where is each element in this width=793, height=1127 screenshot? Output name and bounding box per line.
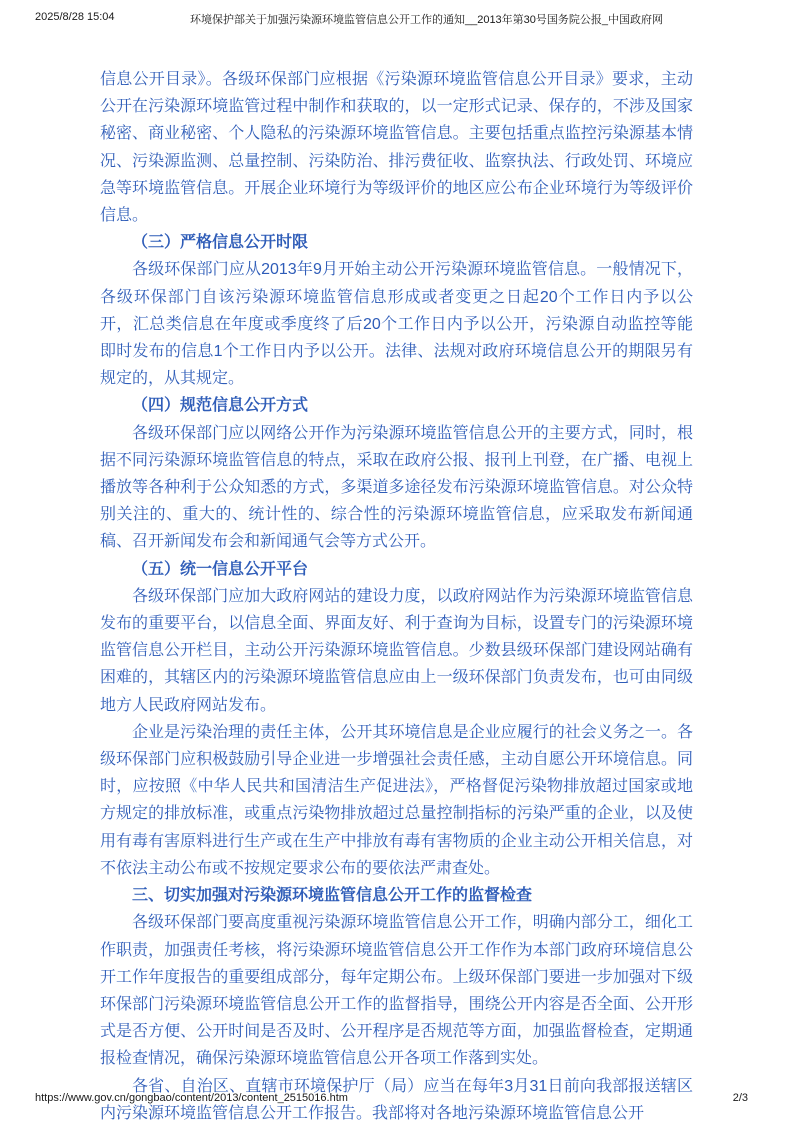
source-url: https://www.gov.cn/gongbao/content/2013/content_2515016.htm [35,1092,348,1104]
section-heading: 三、切实加强对污染源环境监管信息公开工作的监督检查 [132,887,533,905]
paragraph: 企业是污染治理的责任主体，公开其环境信息是企业应履行的社会义务之一。各级环保部门应积极鼓励引导企业进一步增强社会责任感，主动自愿公开环境信息。同时，应按照《中华人民共和国清洁生产促进法》，严格督促污染物排放超过国家或地方规定的排放标准，或重点污染物排放超过总量控制指标的污染严重的企业，以及使用有毒有害原料进行生产或在生产中排放有毒有害物质的企业主动公开相关信息，对不依法主动公布或不按规定要求公布的要依法严肃查处。 [100,723,693,877]
section-heading: （五）统一信息公开平台 [132,560,309,578]
paragraph: 各级环保部门要高度重视污染源环境监管信息公开工作，明确内部分工，细化工作职责，加强责任考核，将污染源环境监管信息公开工作作为本部门政府环境信息公开工作年度报告的重要组成部分，每年定期公布。上级环保部门要进一步加强对下级环保部门污染源环境监管信息公开工作的监督指导，围绕公开内容是否全面、公开形式是否方便、公开时间是否及时、公开程序是否规范等方面，加强监督检查，定期通报检查情况，确保污染源环境监管信息公开各项工作落到实处。 [100,914,693,1068]
print-footer [35,1092,758,1106]
print-timestamp: 2025/8/28 15:04 [35,11,115,23]
paragraph: 各省、自治区、直辖市环境保护厅（局）应当在每年3月31日前向我部报送辖区内污染源环境监管信息公开工作报告。我部将对各地污染源环境监管信息公开 [100,1077,693,1122]
page-indicator: 2/3 [732,1092,748,1104]
paragraph: 各级环保部门应从2013年9月开始主动公开污染源环境监管信息。一般情况下，各级环保部门自该污染源环境监管信息形成或者变更之日起20个工作日内予以公开，汇总类信息在年度或季度终了后20个工作日内予以公开，污染源自动监控等能即时发布的信息1个工作日内予以公开。法律、法规对政府环境信息公开的期限另有规定的，从其规定。 [100,261,693,388]
print-header [0,11,793,27]
document-title: 环境保护部关于加强污染源环境监管信息公开工作的通知__2013年第30号国务院公报_中国政府网 [189,14,664,26]
paragraph: 各级环保部门应以网络公开作为污染源环境监管信息公开的主要方式，同时，根据不同污染源环境监管信息的特点，采取在政府公报、报刊上刊登，在广播、电视上播放等各种利于公众知悉的方式，多渠道多途径发布污染源环境监管信息。对公众特别关注的、重大的、统计性的、综合性的污染源环境监管信息，应采取发布新闻通稿、召开新闻发布会和新闻通气会等方式公开。 [100,424,693,551]
paragraph: 信息公开目录》。各级环保部门应根据《污染源环境监管信息公开目录》要求，主动公开在污染源环境监管过程中制作和获取的，以一定形式记录、保存的，不涉及国家秘密、商业秘密、个人隐私的污染源环境监管信息。主要包括重点监控污染源基本情况、污染源监测、总量控制、污染防治、排污费征收、监察执法、行政处罚、环境应急等环境监管信息。开展企业环境行为等级评价的地区应公布企业环境行为等级评价信息。 [100,71,693,225]
section-heading: （四）规范信息公开方式 [132,397,309,415]
document-body [100,66,693,1127]
section-heading: （三）严格信息公开时限 [132,234,309,252]
paragraph: 各级环保部门应加大政府网站的建设力度，以政府网站作为污染源环境监管信息发布的重要平台，以信息全面、界面友好、利于查询为目标，设置专门的污染源环境监管信息公开栏目，主动公开污染源环境监管信息。少数县级环保部门建设网站确有困难的，其辖区内的污染源环境监管信息应由上一级环保部门负责发布，也可由同级地方人民政府网站发布。 [100,587,693,714]
